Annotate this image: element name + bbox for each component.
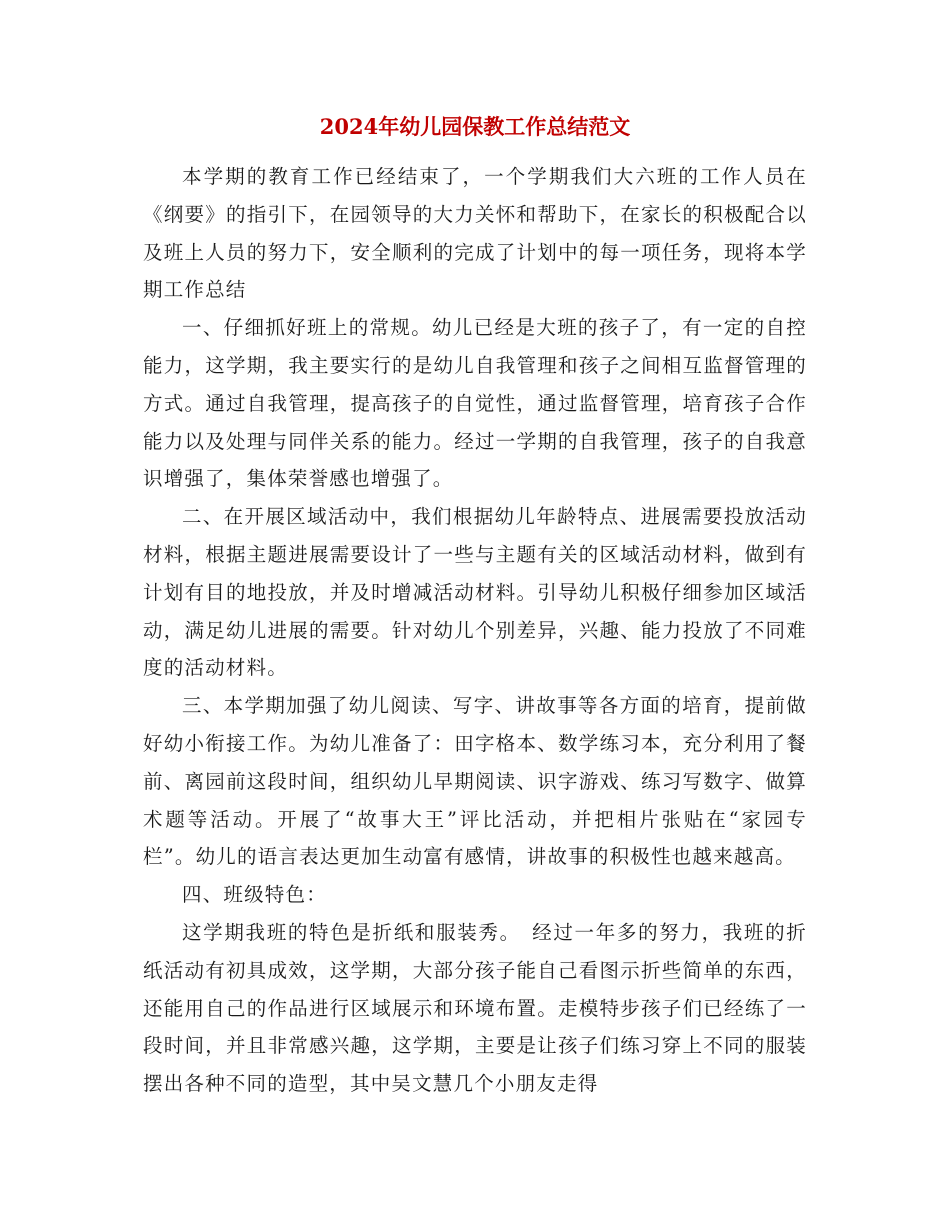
document-body [143,158,807,1103]
paragraph-section-1: 一、仔细抓好班上的常规。幼儿已经是大班的孩子了，有一定的自控能力，这学期，我主要实行的是幼儿自我管理和孩子之间相互监督管理的方式。通过自我管理，提高孩子的自觉性，通过监督管理，培育孩子合作能力以及处理与同伴关系的能力。经过一学期的自我管理，孩子的自我意识增强了，集体荣誉感也增强了。 [143,316,807,491]
paragraph-intro: 本学期的教育工作已经结束了，一个学期我们大六班的工作人员在《纲要》的指引下，在园领导的大力关怀和帮助下，在家长的积极配合以及班上人员的努力下，安全顺利的完成了计划中的每一项任务，现将本学期工作总结 [143,165,807,302]
paragraph-section-3: 三、本学期加强了幼儿阅读、写字、讲故事等各方面的培育，提前做好幼小衔接工作。为幼儿准备了：田字格本、数学练习本，充分利用了餐前、离园前这段时间，组织幼儿早期阅读、识字游戏、练习写数字、做算术题等活动。开展了“故事大王”评比活动，并把相片张贴在“家园专栏”。幼儿的语言表达更加生动富有感情，讲故事的积极性也越来越高。 [143,694,807,869]
paragraph-section-4-body: 这学期我班的特色是折纸和服装秀。 经过一年多的努力，我班的折纸活动有初具成效，这学期，大部分孩子能自己看图示折些简单的东西，还能用自己的作品进行区域展示和环境布置。走模特步孩子们已经练了一段时间，并且非常感兴趣，这学期，主要是让孩子们练习穿上不同的服装摆出各种不同的造型，其中吴文慧几个小朋友走得 [143,920,807,1096]
paragraph-section-2: 二、在开展区域活动中，我们根据幼儿年龄特点、进展需要投放活动材料，根据主题进展需要设计了一些与主题有关的区域活动材料，做到有计划有目的地投放，并及时增减活动材料。引导幼儿积极仔细参加区域活动，满足幼儿进展的需要。针对幼儿个别差异，兴趣、能力投放了不同难度的活动材料。 [143,505,807,680]
document-title: 2024年幼儿园保教工作总结范文 [319,114,631,139]
paragraph-section-4-heading: 四、班级特色： [182,883,327,907]
